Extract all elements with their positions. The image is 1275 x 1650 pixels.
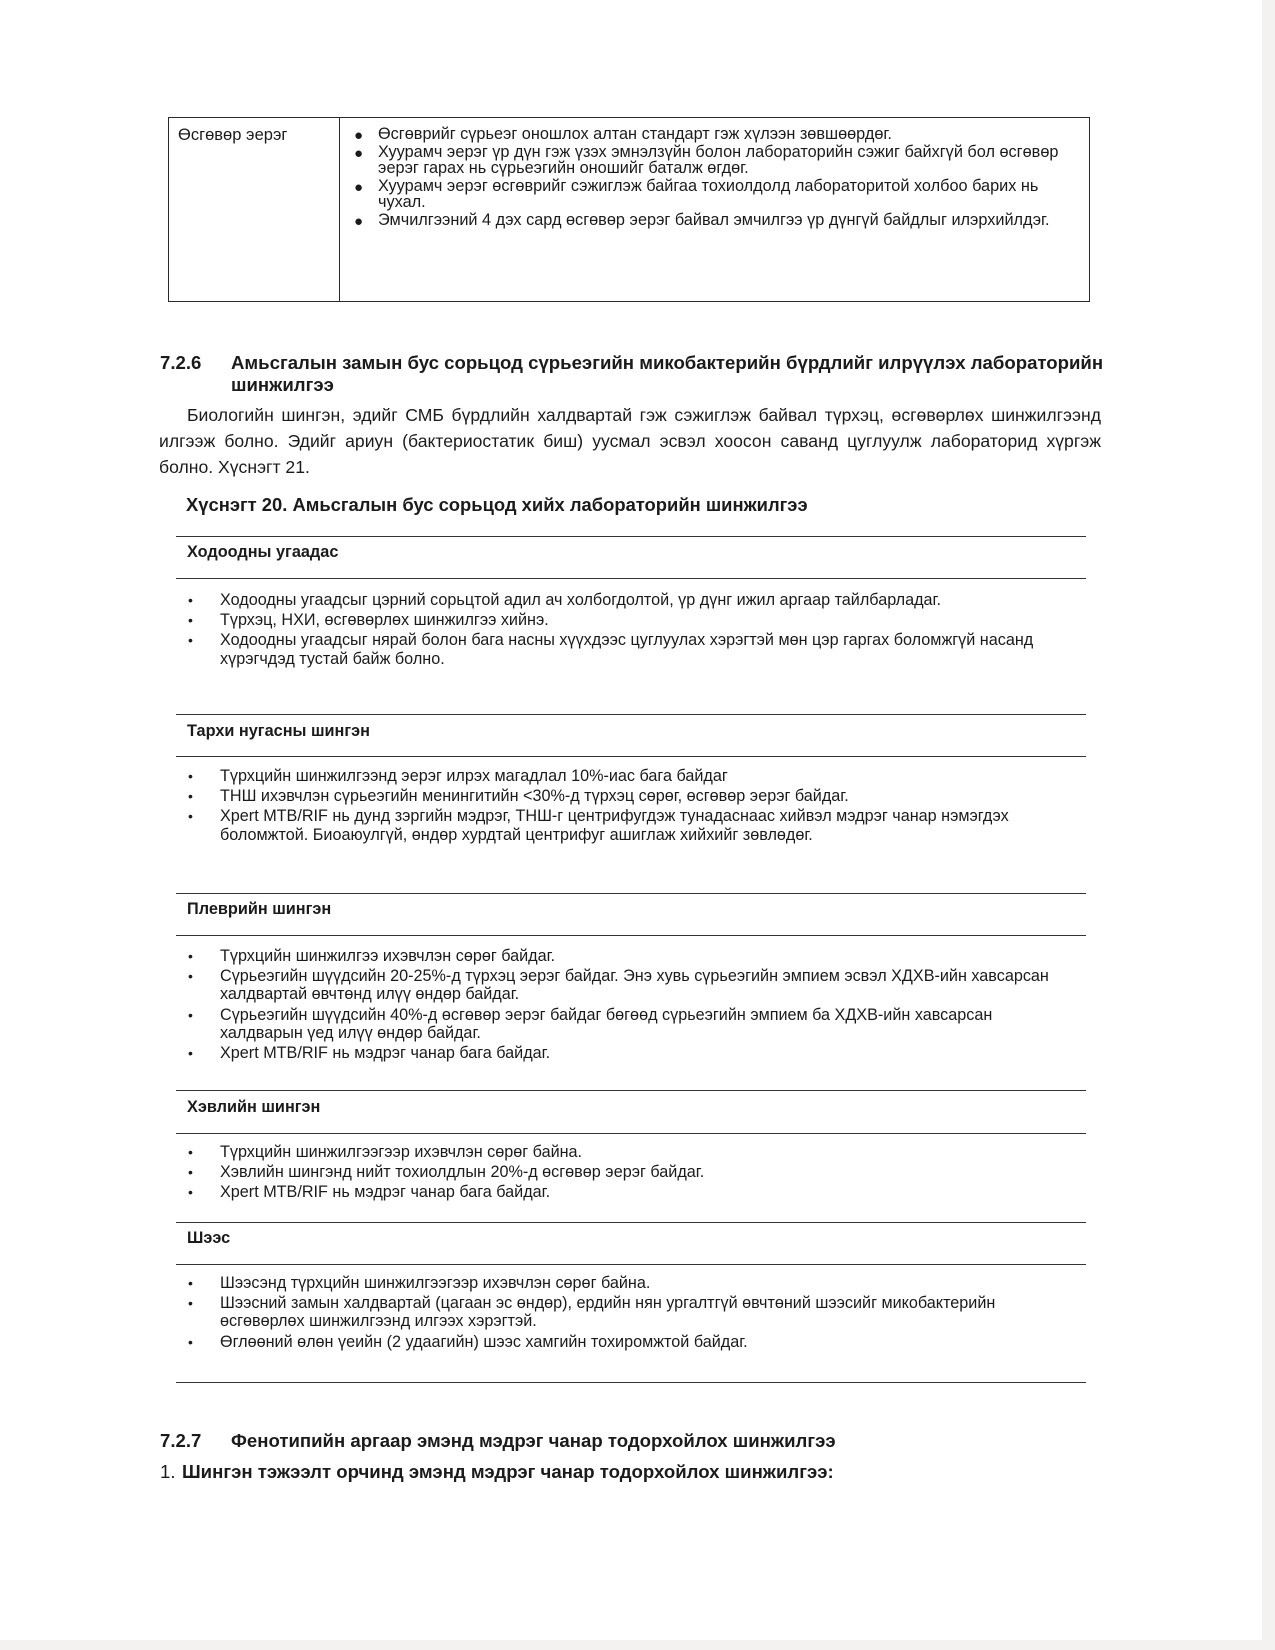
list-item: ● Хуурамч эерэг үр дүн гэж үзэх эмнэлзүйн болон лабораторийн сэжиг байхгүй бол өсгөвөр эерэг гарах нь сүрьеэгийн оношийг баталж өгдөг. [354,142,1059,177]
section-number: 7.2.7 [160,1430,202,1451]
table-rule [176,714,1086,715]
peritoneal-list [186,1143,1066,1204]
table-rule [176,536,1086,537]
list-item: • Сүрьеэгийн шүүдсийн 20-25%-д түрхэц эерэг байдаг. Энэ хувь сүрьеэгийн эмпием эсвэл ХДХВ-ийн хавсарсан халдвартай өвчтөнд илүү өндөр байдаг. [188,967,1049,1004]
list-item: • Шээсний замын халдвартай (цагаан эс өндөр), ердийн нян ургалтгүй өвчтөний шээсийг микобактерийн өсгөвөрлөх шинжилгээнд илгээх хэрэгтэй. [188,1294,996,1331]
bullet-icon: • [188,1333,193,1350]
list-item: • Сүрьеэгийн шүүдсийн 40%-д өсгөвөр эерэг байдаг бөгөөд сүрьеэгийн эмпием ба ХДХВ-ийн хавсарсан халдварын үед илүү өндөр байдаг. [188,1005,993,1042]
bullet-icon: • [188,1006,193,1023]
bullet-icon: • [188,592,193,608]
list-item: • Ходоодны угаадсыг нярай болон бага насны хүүхдээс цуглуулах хэрэгтэй мөн цэр гаргах боломжгүй насанд хүрэгчдэд тустай байж болно. [188,631,1034,668]
table-rule [176,1090,1086,1091]
table-rule [176,1133,1086,1134]
list-item: • Түрхцийн шинжилгээгээр ихэвчлэн сөрөг байна. [188,1143,583,1161]
table-rule [176,935,1086,936]
bullet-icon: • [188,1295,193,1312]
subsection-heading: Ходоодны угаадас [187,543,339,561]
bullet-icon: • [188,1045,193,1062]
table-divider [339,118,340,301]
list-item: ● Хуурамч эерэг өсгөврийг сэжиглэж байгаа тохиолдолд лабораторитой холбоо барих нь чухал. [354,176,1039,211]
list-item: • Түрхэц, НХИ, өсгөвөрлөх шинжилгээ хийнэ. [188,611,549,630]
bullet-icon: ● [354,212,364,230]
table-rule [176,1222,1086,1223]
section-title: Фенотипийн аргаар эмэнд мэдрэг чанар тодорхойлох шинжилгээ [231,1430,836,1451]
list-item: • Хэвлийн шингэнд нийт тохиолдлын 20%-д өсгөвөр эерэг байдаг. [188,1163,705,1182]
table-rule [176,1264,1086,1265]
bullet-icon: • [188,808,193,825]
list-item: ● Эмчилгээний 4 дэх сард өсгөвөр эерэг байвал эмчилгээ үр дүнгүй байдлыг илэрхийлдэг. [354,210,1050,230]
bullet-icon: • [188,968,193,985]
table-rule [176,578,1086,579]
bullet-icon: • [188,1184,193,1201]
bullet-icon: ● [354,144,364,162]
urine-list [186,1274,1066,1353]
subsection-heading: Шээс [187,1229,231,1247]
list-item: • Xpert MTB/RIF нь мэдрэг чанар бага байдаг. [188,1044,551,1063]
bullet-icon: ● [354,178,364,196]
table-row-label: Өсгөвөр эерэг [178,126,288,144]
list-item: • Өглөөний өлөн үеийн (2 удаагийн) шээс хамгийн тохиромжтой байдаг. [188,1332,748,1351]
pleural-list [186,947,1066,1064]
list-item: • Түрхцийн шинжилгээнд эерэг илрэх магадлал 10%-иас бага байдаг [188,767,728,785]
subsection-heading: Тархи нугасны шингэн [187,722,370,740]
section-paragraph: Биологийн шингэн, эдийг СМБ бүрдлийн халдвартай гэж сэжиглэж байвал түрхэц, өсгөвөрлөх шинжилгээнд илгээж болно. Эдийг ариун (бактериостатик биш) уусмал эсвэл хоосон саванд цуглуулж лабораторид хүргэж болно. Хүснэгт 21. [159,405,1101,477]
bullet-icon: • [188,632,193,649]
item-number: 1. [160,1461,176,1482]
csf-list [186,767,1066,846]
list-item: • Xpert MTB/RIF нь мэдрэг чанар бага байдаг. [188,1183,551,1202]
table-caption: Хүснэгт 20. Амьсгалын бус сорьцод хийх лабораторийн шинжилгээ [186,494,808,515]
bullet-icon: • [188,1144,193,1160]
table-rule [176,893,1086,894]
list-item: • Түрхцийн шинжилгээ ихэвчлэн сөрөг байдаг. [188,947,556,965]
bullet-icon: • [188,1164,193,1181]
culture-positive-list [348,126,1076,229]
list-item: • Шээсэнд түрхцийн шинжилгээгээр ихэвчлэн сөрөг байна. [188,1274,651,1292]
section-title: Амьсгалын замын бус сорьцод сүрьеэгийн микобактерийн бүрдлийг илрүүлэх лабораторийн шинжилгээ [231,352,1104,395]
subsection-heading: Плеврийн шингэн [187,900,332,918]
section-number: 7.2.6 [160,352,202,373]
bullet-icon: • [188,768,193,784]
subsection-heading: Хэвлийн шингэн [187,1098,321,1116]
culture-positive-table [168,117,1090,302]
bullet-icon: • [188,612,193,629]
bullet-icon: • [188,788,193,805]
item-text: Шингэн тэжээлт орчинд эмэнд мэдрэг чанар тодорхойлох шинжилгээ: [182,1461,834,1482]
list-item: • Ходоодны угаадсыг цэрний сорьцтой адил ач холбогдолтой, үр дүнг ижил аргаар тайлбарладаг. [188,591,941,609]
bullet-icon: ● [354,127,364,144]
list-item: • Xpert MTB/RIF нь дунд зэргийн мэдрэг, ТНШ-г центрифугдэж тунадаснаас хийвэл мэдрэг чанар нэмэгдэх боломжтой. Биоаюулгүй, өндөр хурдтай центрифуг ашиглаж хийхийг зөвлөдөг. [188,807,1009,844]
table-rule [176,1382,1086,1383]
bullet-icon: • [188,1275,193,1291]
list-item: ● Өсгөврийг сүрьеэг оношлох алтан стандарт гэж хүлээн зөвшөөрдөг. [354,125,892,144]
table-rule [176,756,1086,757]
bullet-icon: • [188,948,193,964]
list-item: • ТНШ ихэвчлэн сүрьеэгийн менингитийн <30%-д түрхэц сөрөг, өсгөвөр эерэг байдаг. [188,787,849,806]
gastric-lavage-list [186,591,1066,670]
